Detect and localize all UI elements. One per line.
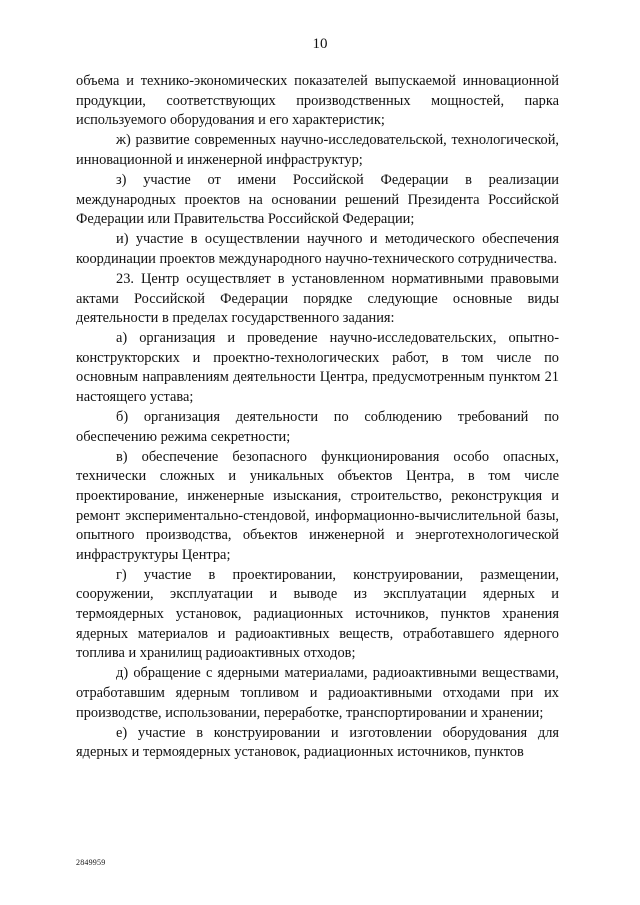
document-footer-code: 2849959: [76, 858, 106, 867]
paragraph-item-z: з) участие от имени Российской Федерации в реализации международных проектов на основании решений Президента Российской Федерации или Правительства Российской Федерации;: [76, 171, 559, 228]
document-body: [76, 72, 559, 763]
paragraph-item-e: е) участие в конструировании и изготовлении оборудования для ядерных и термоядерных установок, радиационных источников, пунктов: [76, 724, 559, 761]
paragraph-item-d: д) обращение с ядерными материалами, радиоактивными веществами, отработавшим ядерным топливом и радиоактивными отходами при их производстве, использовании, переработке, транспортировании и хранении;: [76, 665, 559, 721]
paragraph-item-b: б) организация деятельности по соблюдению требований по обеспечению режима секретности;: [76, 409, 559, 445]
paragraph-item-zh: ж) развитие современных научно-исследовательской, технологической, инновационной и инженерной инфраструктур;: [76, 132, 559, 168]
paragraph-item-v: в) обеспечение безопасного функционирования особо опасных, технически сложных и уникальных объектов Центра, в том числе проектирование, инженерные изыскания, строительство, реконструкция и ремонт экспериментально-стендовой, информационно-вычислительной базы, опытного производства, объектов инженерной и энерготехнологической инфраструктуры Центра;: [76, 448, 559, 563]
paragraph-item-i: и) участие в осуществлении научного и методического обеспечения координации проектов международного научно-технического сотрудничества.: [76, 231, 559, 267]
paragraph-clause-23: 23. Центр осуществляет в установленном нормативными правовыми актами Российской Федерации порядке следующие основные виды деятельности в пределах государственного задания:: [76, 270, 559, 327]
page-number: 10: [312, 36, 328, 52]
paragraph-item-g: г) участие в проектировании, конструировании, размещении, сооружении, эксплуатации и выводе из эксплуатации ядерных и термоядерных установок, радиационных источников, пунктов хранения ядерных материалов и радиоактивных веществ, отработавшего ядерного топлива и хранилищ радиоактивных отходов;: [76, 566, 559, 662]
paragraph-continuation: объема и технико-экономических показателей выпускаемой инновационной продукции, соответствующих производственных мощностей, парка используемого оборудования и его характеристик;: [76, 73, 559, 129]
paragraph-item-a: а) организация и проведение научно-исследовательских, опытно-конструкторских и проектно-технологических работ, в том числе по основным направлениям деятельности Центра, предусмотренным пунктом 21 настоящего устава;: [76, 330, 559, 405]
